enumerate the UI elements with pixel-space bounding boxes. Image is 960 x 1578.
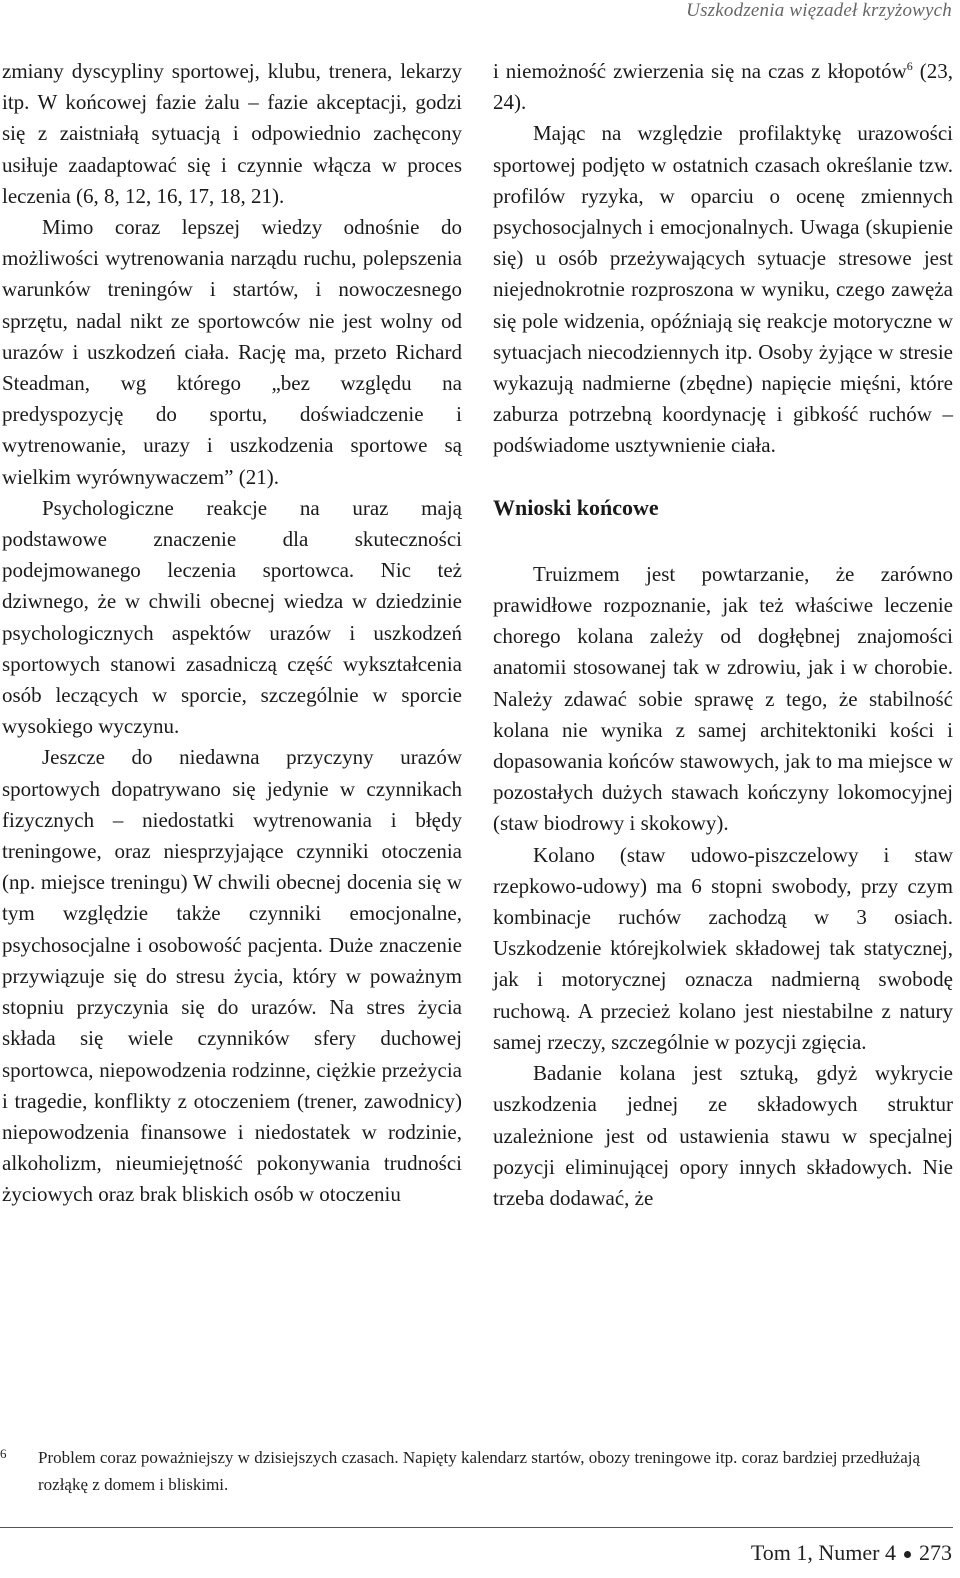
left-column (2, 56, 462, 1211)
footnote-ref[interactable]: 6 (906, 59, 913, 73)
right-column (493, 56, 953, 1214)
page-number: 273 (919, 1540, 952, 1565)
running-head: Uszkodzenia więzadeł krzyżowych (686, 0, 952, 21)
paragraph: Jeszcze do niedawna przyczyny urazów sportowych dopatrywano się jedynie w czynnikach fizycznych – niedostatki wytrenowania i błędy treningowe, oraz niesprzyjające czynniki otoczenia (np. miejsce treningu) W chwili obecnej docenia się w tym względzie także czynniki emocjonalne, psychosocjalne i osobowość pacjenta. Duże znaczenie przywiązuje się do stresu życia, który w poważnym stopniu przyczynia się do urazów. Na stres życia składa się wiele czynników sfery duchowej sportowca, niepowodzenia rodzinne, ciężkie przeżycia i tragedie, konflikty z otoczeniem (trener, zawodnicy) niepowodzenia finansowe i niedostatek w rodzinie, alkoholizm, nieumiejętność pokonywania trudności życiowych oraz brak bliskich osób w otoczeniu (2, 745, 462, 1207)
paragraph: Truizmem jest powtarzanie, że zarówno prawidłowe rozpoznanie, jak też właściwe leczenie chorego kolana zależy od dogłębnej znajomości anatomii stosowanej tak w zdrowiu, jak i w chorobie. Należy zdawać sobie sprawę z tego, że stabilność kolana nie wynika z samej architektoniki kości i dopasowania końców stawowych, jak to ma miejsce w pozostałych dużych stawach kończyny lokomocyjnej (staw biodrowy i skokowy). (493, 561, 953, 836)
paragraph: Mając na względzie profilaktykę urazowości sportowej podjęto w ostatnich czasach określanie tzw. profilów ryzyka, w oparciu o ocenę zmiennych psychosocjalnych i emocjonalnych. Uwaga (skupienie się) u osób przeżywających sytuacje stresowe jest niejednokrotnie rozproszona w wyniku, czego zawęża się pole widzenia, opóźniają się reakcje motoryczne w sytuacjach niecodziennych itp. Osoby żyjące w stresie wykazują nadmierne (zbędne) napięcie mięśni, które zaburza potrzebną koordynację i gibkość ruchów – podświadome usztywnienie ciała. (493, 121, 953, 458)
paragraph: Badanie kolana jest sztuką, gdyż wykrycie uszkodzenia jednej ze składowych struktur uzależnione jest od ustawienia stawu w specjalnej pozycji eliminującej opory innych składowych. Nie trzeba dodawać, że (493, 1061, 953, 1210)
paragraph: Kolano (staw udowo-piszczelowy i staw rzepkowo-udowy) ma 6 stopni swobody, przy czym kombinacje ruchów zachodzą w 3 osiach. Uszkodzenie którejkolwiek składowej tak statycznej, jak i motorycznej oznacza nadmierną swobodę ruchową. A przecież kolano jest niestabilne z natury samej rzeczy, szczególnie w pozycji zgięcia. (493, 842, 953, 1054)
footnote-text: Problem coraz poważniejszy w dzisiejszych czasach. Napięty kalendarz startów, obozy treningowe itp. coraz bardziej przedłużają rozłąkę z domem i bliskimi. (38, 1448, 921, 1494)
section-heading: Wnioski końcowe (493, 494, 659, 520)
issue-label: Tom 1, Numer 4 (750, 1540, 896, 1565)
paragraph-text: i niemożność zwierzenia się na czas z kłopotów (493, 59, 907, 83)
footer-rule (0, 1527, 953, 1528)
paragraph: Psychologiczne reakcje na uraz mają podstawowe znaczenie dla skuteczności podejmowanego leczenia sportowca. Nic też dziwnego, że w chwili obecnej wiedza w dziedzinie psychologicznych aspektów urazów i uszkodzeń sportowych stanowi zasadniczą część wykształcenia osób leczących w sporcie, szczególnie w sporcie wysokiego wyczynu. (2, 495, 462, 739)
bullet-icon (904, 1551, 911, 1558)
paragraph-text: (23, 24). (493, 59, 953, 115)
footnote (0, 1444, 950, 1498)
paragraph: Mimo coraz lepszej wiedzy odnośnie do możliwości wytrenowania narządu ruchu, polepszenia warunków treningów i startów, i nowoczesnego sprzętu, nadal nikt ze sportowców nie jest wolny od urazów i uszkodzeń ciała. Rację ma, przeto Richard Steadman, wg którego „bez względu na predyspozycję do sportu, doświadczenie i wytrenowanie, urazy i uszkodzenia sportowe są wielkim wyrównywaczem” (21). (2, 215, 462, 489)
paragraph (493, 56, 953, 118)
folio (751, 1540, 952, 1566)
paragraph: zmiany dyscypliny sportowej, klubu, trenera, lekarzy itp. W końcowej fazie żalu – fazie akceptacji, godzi się z zaistniałą sytuacją i odpowiednio zachęcony usiłuje zaadaptować się i czynnie włącza w proces leczenia (6, 8, 12, 16, 17, 18, 21). (2, 59, 462, 208)
footnote-mark: 6 (0, 1446, 7, 1461)
